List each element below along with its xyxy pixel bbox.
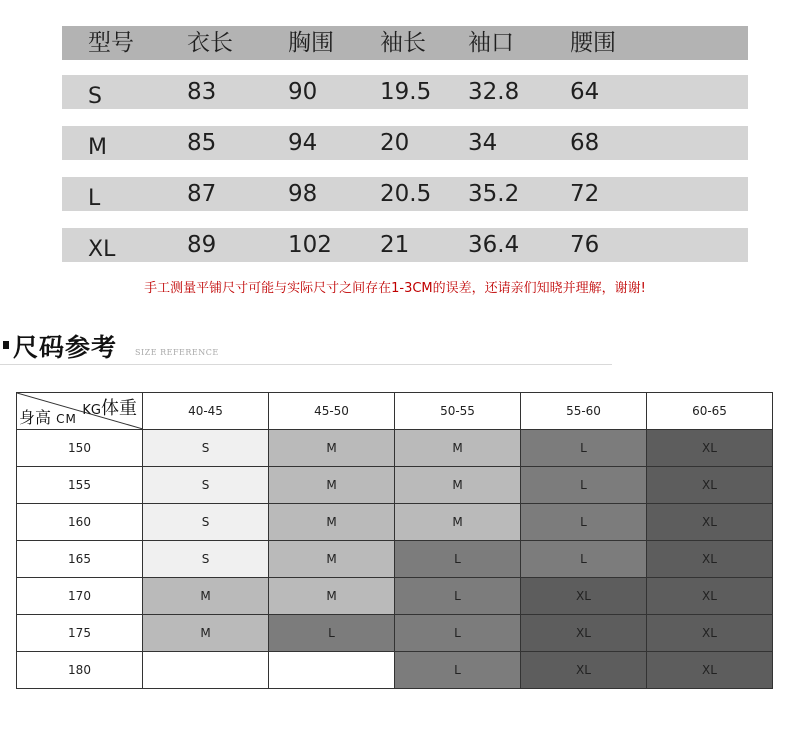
weight-range-header: 40-45 — [143, 393, 269, 430]
size-cell: L — [395, 652, 521, 689]
table-row — [17, 467, 773, 504]
size-cell: L — [395, 578, 521, 615]
size-cell: XL — [521, 615, 647, 652]
weight-range-header: 50-55 — [395, 393, 521, 430]
size-cell — [269, 652, 395, 689]
corner-header-cell — [17, 393, 143, 430]
height-cell: 150 — [17, 430, 143, 467]
height-cell: 165 — [17, 541, 143, 578]
measurement-value: 20.5 — [380, 181, 432, 207]
measurement-row — [62, 126, 748, 160]
size-cell: S — [143, 504, 269, 541]
height-cell: 175 — [17, 615, 143, 652]
table-row — [17, 578, 773, 615]
size-cell: S — [143, 430, 269, 467]
measurement-column-header: 袖长 — [380, 30, 426, 56]
size-label: M — [88, 135, 107, 160]
measurement-value: 20 — [380, 130, 410, 156]
measurement-value: 102 — [288, 232, 332, 258]
size-cell: L — [521, 430, 647, 467]
measurement-value: 98 — [288, 181, 318, 207]
size-cell: L — [521, 504, 647, 541]
height-cell: 180 — [17, 652, 143, 689]
size-cell: L — [521, 467, 647, 504]
measurement-value: 21 — [380, 232, 410, 258]
measurement-row — [62, 228, 748, 262]
height-cell: 170 — [17, 578, 143, 615]
size-cell: L — [269, 615, 395, 652]
size-cell: S — [143, 541, 269, 578]
weight-label: 体重 — [101, 398, 137, 419]
size-cell: M — [395, 467, 521, 504]
weight-range-header: 55-60 — [521, 393, 647, 430]
measurement-value: 87 — [187, 181, 217, 207]
measurement-header-row — [62, 26, 748, 60]
size-cell: M — [269, 541, 395, 578]
size-cell: S — [143, 467, 269, 504]
measurement-value: 36.4 — [468, 232, 520, 258]
height-axis-label — [19, 405, 77, 428]
size-cell: XL — [647, 578, 773, 615]
measurement-value: 76 — [570, 232, 600, 258]
size-cell: XL — [647, 430, 773, 467]
size-label: S — [88, 84, 102, 109]
height-label: 身高 — [19, 408, 52, 427]
measurement-value: 90 — [288, 79, 318, 105]
measurement-column-header: 衣长 — [187, 30, 233, 56]
size-reference-table — [16, 392, 773, 689]
table-row — [17, 504, 773, 541]
measurement-row — [62, 177, 748, 211]
size-cell: M — [269, 578, 395, 615]
section-title: 尺码参考 — [13, 333, 118, 362]
height-cell: 155 — [17, 467, 143, 504]
section-subtitle: SIZE REFERENCE — [135, 348, 219, 357]
title-divider — [0, 364, 612, 365]
size-cell: M — [395, 430, 521, 467]
size-cell — [143, 652, 269, 689]
title-bullet — [3, 341, 9, 349]
size-cell: XL — [647, 541, 773, 578]
size-cell: XL — [647, 652, 773, 689]
measurement-value: 35.2 — [468, 181, 520, 207]
size-cell: L — [395, 541, 521, 578]
measurement-value: 68 — [570, 130, 600, 156]
measurement-value: 85 — [187, 130, 217, 156]
measurement-column-header: 型号 — [88, 30, 134, 56]
size-cell: M — [143, 615, 269, 652]
measurement-value: 19.5 — [380, 79, 432, 105]
weight-unit: KG — [82, 403, 101, 418]
size-cell: L — [521, 541, 647, 578]
measurement-value: 94 — [288, 130, 318, 156]
measurement-value: 72 — [570, 181, 600, 207]
measurement-value: 89 — [187, 232, 217, 258]
size-cell: M — [269, 504, 395, 541]
size-cell: M — [269, 467, 395, 504]
size-cell: M — [395, 504, 521, 541]
measurement-column-header: 胸围 — [288, 30, 334, 56]
weight-range-header: 60-65 — [647, 393, 773, 430]
measurement-column-header: 腰围 — [570, 30, 616, 56]
measurement-value: 34 — [468, 130, 498, 156]
measurement-value: 64 — [570, 79, 600, 105]
table-row — [17, 615, 773, 652]
size-cell: XL — [647, 504, 773, 541]
measurement-value: 83 — [187, 79, 217, 105]
size-cell: L — [395, 615, 521, 652]
table-row — [17, 652, 773, 689]
weight-axis-label — [82, 394, 137, 420]
size-cell: XL — [521, 652, 647, 689]
size-cell: XL — [647, 615, 773, 652]
measurement-row — [62, 75, 748, 109]
measurement-value: 32.8 — [468, 79, 520, 105]
table-row — [17, 541, 773, 578]
table-header-row — [17, 393, 773, 430]
table-row — [17, 430, 773, 467]
size-cell: XL — [521, 578, 647, 615]
size-label: XL — [88, 237, 116, 262]
size-label: L — [88, 186, 101, 211]
height-unit: CM — [56, 412, 77, 426]
weight-range-header: 45-50 — [269, 393, 395, 430]
size-cell: XL — [647, 467, 773, 504]
height-cell: 160 — [17, 504, 143, 541]
size-cell: M — [143, 578, 269, 615]
measurement-column-header: 袖口 — [468, 30, 514, 56]
size-cell: M — [269, 430, 395, 467]
measurement-note: 手工测量平铺尺寸可能与实际尺寸之间存在1-3CM的误差，还请亲们知晓并理解，谢谢! — [144, 281, 646, 296]
